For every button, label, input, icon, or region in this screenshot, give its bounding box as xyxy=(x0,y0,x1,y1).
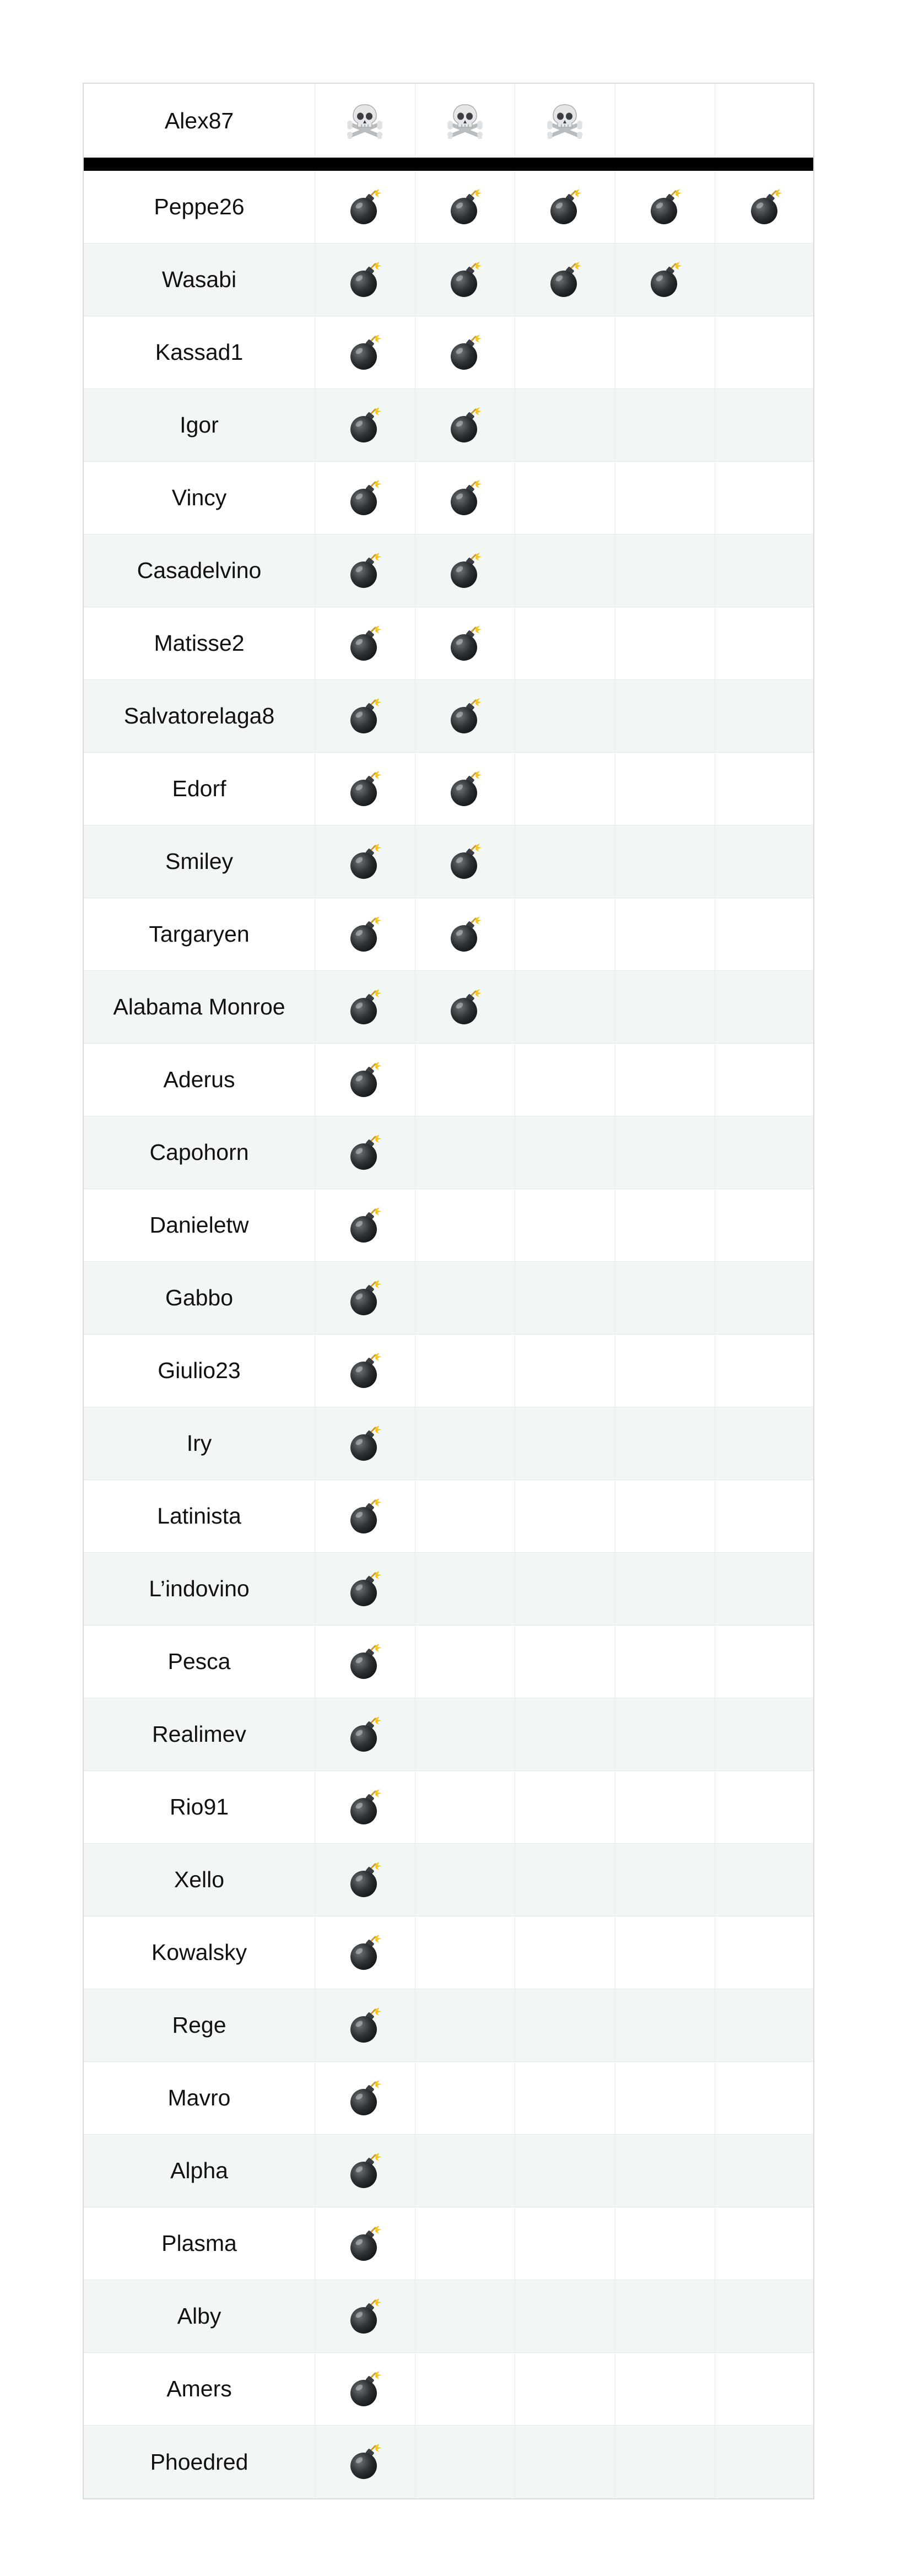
bomb-cell xyxy=(415,2207,516,2280)
player-row xyxy=(84,244,813,316)
bomb-icon xyxy=(347,2297,383,2336)
bomb-cell xyxy=(715,1335,815,1407)
bomb-cell xyxy=(615,171,716,243)
bomb-cell xyxy=(615,316,716,388)
bomb-icon xyxy=(347,697,383,736)
bomb-cell xyxy=(715,171,815,243)
player-name: Edorf xyxy=(84,753,315,825)
bomb-cell xyxy=(615,1116,716,1189)
bomb-cell xyxy=(715,1407,815,1479)
bomb-cell xyxy=(515,2062,615,2134)
player-name: L’indovino xyxy=(84,1553,315,1625)
bomb-cell xyxy=(415,2280,516,2352)
bomb-cell xyxy=(415,680,516,752)
bomb-cell xyxy=(515,1335,615,1407)
bomb-icon xyxy=(347,261,383,299)
bomb-cell xyxy=(315,244,415,316)
bomb-icon xyxy=(447,843,483,881)
player-row xyxy=(84,1335,813,1407)
player-row xyxy=(84,2135,813,2207)
bomb-cell xyxy=(515,316,615,388)
bomb-cell xyxy=(515,171,615,243)
player-name: Rio91 xyxy=(84,1771,315,1843)
bomb-cell xyxy=(315,971,415,1043)
player-row xyxy=(84,1771,813,1844)
bomb-icon xyxy=(647,188,683,226)
bomb-cell xyxy=(615,607,716,679)
skull-crossbones-icon xyxy=(446,102,484,139)
skull-crossbones-icon xyxy=(345,102,384,139)
bomb-cell xyxy=(415,1262,516,1334)
player-row xyxy=(84,1698,813,1771)
bomb-cell xyxy=(415,2135,516,2207)
bomb-cell xyxy=(715,2353,815,2425)
bomb-cell xyxy=(315,1844,415,1916)
player-name: Gabbo xyxy=(84,1262,315,1334)
player-name: Latinista xyxy=(84,1480,315,1552)
player-name: Alby xyxy=(84,2280,315,2352)
bomb-icon xyxy=(347,770,383,808)
bomb-cell xyxy=(615,753,716,825)
player-name: Rege xyxy=(84,1989,315,2061)
bomb-cell xyxy=(715,1989,815,2061)
player-row xyxy=(84,1044,813,1116)
bomb-cell xyxy=(715,534,815,607)
bomb-cell xyxy=(615,1771,716,1843)
leader-mark-cell-5 xyxy=(715,84,815,158)
bomb-cell xyxy=(415,1044,516,1116)
player-row xyxy=(84,1407,813,1480)
bomb-cell xyxy=(415,1335,516,1407)
bomb-cell xyxy=(715,244,815,316)
bomb-icon xyxy=(347,1861,383,1899)
bomb-icon xyxy=(347,2152,383,2190)
bomb-icon xyxy=(447,988,483,1027)
bomb-cell xyxy=(415,1189,516,1261)
bomb-cell xyxy=(715,898,815,970)
bomb-cell xyxy=(315,2280,415,2352)
bomb-cell xyxy=(415,316,516,388)
bomb-cell xyxy=(515,825,615,898)
bomb-cell xyxy=(615,1044,716,1116)
bomb-cell xyxy=(515,1262,615,1334)
bomb-cell xyxy=(615,462,716,534)
player-name: Danieletw xyxy=(84,1189,315,1261)
bomb-icon xyxy=(347,1643,383,1681)
bomb-cell xyxy=(315,2426,415,2498)
bomb-cell xyxy=(615,1989,716,2061)
bomb-cell xyxy=(615,898,716,970)
bomb-cell xyxy=(315,1698,415,1770)
bomb-icon xyxy=(747,188,783,226)
bomb-cell xyxy=(615,1335,716,1407)
bomb-cell xyxy=(315,753,415,825)
bomb-cell xyxy=(615,2207,716,2280)
bomb-cell xyxy=(415,1480,516,1552)
bomb-cell xyxy=(715,2280,815,2352)
bomb-cell xyxy=(515,607,615,679)
bomb-cell xyxy=(615,1480,716,1552)
bomb-cell xyxy=(415,2353,516,2425)
bomb-cell xyxy=(715,1698,815,1770)
bomb-cell xyxy=(415,1553,516,1625)
bomb-cell xyxy=(415,171,516,243)
bomb-cell xyxy=(315,1771,415,1843)
player-row xyxy=(84,2207,813,2280)
player-row xyxy=(84,1989,813,2062)
bomb-cell xyxy=(415,1989,516,2061)
bomb-cell xyxy=(515,1044,615,1116)
bomb-icon xyxy=(347,2443,383,2481)
bomb-icon xyxy=(447,697,483,736)
player-row xyxy=(84,680,813,753)
bomb-cell xyxy=(515,2426,615,2498)
bomb-cell xyxy=(615,680,716,752)
bomb-icon xyxy=(447,552,483,590)
player-name: Amers xyxy=(84,2353,315,2425)
player-name: Salvatorelaga8 xyxy=(84,680,315,752)
player-name: Kowalsky xyxy=(84,1916,315,1989)
player-name: Targaryen xyxy=(84,898,315,970)
bomb-cell xyxy=(715,825,815,898)
bomb-cell xyxy=(315,1480,415,1552)
skull-crossbones-icon xyxy=(545,102,584,139)
bomb-cell xyxy=(615,825,716,898)
leader-mark-cell-1 xyxy=(315,84,415,158)
player-row xyxy=(84,1553,813,1625)
bomb-icon xyxy=(347,1715,383,1754)
bomb-cell xyxy=(415,244,516,316)
player-name: Kassad1 xyxy=(84,316,315,388)
player-name: Smiley xyxy=(84,825,315,898)
bomb-icon xyxy=(447,406,483,445)
bomb-cell xyxy=(715,1771,815,1843)
bomb-cell xyxy=(715,2062,815,2134)
bomb-cell xyxy=(615,1553,716,1625)
player-name: Wasabi xyxy=(84,244,315,316)
player-name: Giulio23 xyxy=(84,1335,315,1407)
player-row xyxy=(84,753,813,825)
bomb-icon xyxy=(447,188,483,226)
bomb-cell xyxy=(315,534,415,607)
bomb-cell xyxy=(515,1771,615,1843)
bomb-cell xyxy=(515,1553,615,1625)
bomb-cell xyxy=(715,389,815,461)
bomb-cell xyxy=(715,1625,815,1698)
bomb-cell xyxy=(715,607,815,679)
bomb-cell xyxy=(715,1844,815,1916)
bomb-cell xyxy=(415,1916,516,1989)
bomb-cell xyxy=(415,1625,516,1698)
bomb-cell xyxy=(515,1189,615,1261)
player-row xyxy=(84,534,813,607)
bomb-icon xyxy=(347,406,383,445)
bomb-icon xyxy=(547,261,583,299)
bomb-cell xyxy=(415,462,516,534)
bomb-cell xyxy=(315,2207,415,2280)
bomb-icon xyxy=(347,2006,383,2045)
player-name: Capohorn xyxy=(84,1116,315,1189)
bomb-cell xyxy=(415,1116,516,1189)
bomb-icon xyxy=(347,624,383,663)
player-row xyxy=(84,1625,813,1698)
player-row xyxy=(84,825,813,898)
bomb-cell xyxy=(315,2135,415,2207)
bomb-cell xyxy=(715,971,815,1043)
bomb-cell xyxy=(315,898,415,970)
leader-mark-cell-2 xyxy=(415,84,516,158)
bomb-cell xyxy=(615,2062,716,2134)
bomb-cell xyxy=(515,2280,615,2352)
bomb-cell xyxy=(515,1407,615,1479)
bomb-cell xyxy=(715,2207,815,2280)
bomb-icon xyxy=(347,552,383,590)
bomb-cell xyxy=(615,244,716,316)
bomb-icon xyxy=(447,333,483,372)
bomb-cell xyxy=(615,2426,716,2498)
bomb-cell xyxy=(715,316,815,388)
player-row xyxy=(84,607,813,680)
bomb-icon xyxy=(347,479,383,517)
bomb-cell xyxy=(315,1116,415,1189)
bomb-cell xyxy=(315,607,415,679)
bomb-cell xyxy=(715,1553,815,1625)
player-name: Alabama Monroe xyxy=(84,971,315,1043)
bomb-cell xyxy=(515,1625,615,1698)
bomb-cell xyxy=(615,1698,716,1770)
bomb-cell xyxy=(715,1916,815,1989)
bomb-cell xyxy=(515,1698,615,1770)
bomb-cell xyxy=(315,1989,415,2061)
bomb-cell xyxy=(515,2353,615,2425)
bomb-cell xyxy=(415,389,516,461)
player-name: Matisse2 xyxy=(84,607,315,679)
player-name: Pesca xyxy=(84,1625,315,1698)
bomb-icon xyxy=(347,1570,383,1608)
leader-mark-cell-3 xyxy=(515,84,615,158)
bomb-icon xyxy=(647,261,683,299)
player-row xyxy=(84,1116,813,1189)
bomb-icon xyxy=(347,2079,383,2118)
bomb-icon xyxy=(447,624,483,663)
bomb-cell xyxy=(415,534,516,607)
leader-row xyxy=(84,84,813,158)
bomb-cell xyxy=(715,680,815,752)
bomb-cell xyxy=(515,534,615,607)
player-name: Vincy xyxy=(84,462,315,534)
player-row xyxy=(84,1480,813,1553)
bomb-cell xyxy=(515,244,615,316)
bomb-icon xyxy=(447,915,483,954)
bomb-cell xyxy=(315,1044,415,1116)
player-row xyxy=(84,2353,813,2426)
player-name: Alpha xyxy=(84,2135,315,2207)
bomb-cell xyxy=(715,1480,815,1552)
player-name: Peppe26 xyxy=(84,171,315,243)
bomb-cell xyxy=(415,1844,516,1916)
player-list xyxy=(84,171,813,2498)
bomb-icon xyxy=(347,333,383,372)
bomb-icon xyxy=(447,261,483,299)
bomb-cell xyxy=(615,2280,716,2352)
bomb-cell xyxy=(615,1407,716,1479)
bomb-cell xyxy=(615,1262,716,1334)
bomb-cell xyxy=(515,2135,615,2207)
player-row xyxy=(84,171,813,244)
bomb-icon xyxy=(347,1061,383,1099)
bomb-icon xyxy=(347,1788,383,1827)
bomb-cell xyxy=(415,607,516,679)
bomb-cell xyxy=(415,825,516,898)
bomb-cell xyxy=(615,1844,716,1916)
bomb-cell xyxy=(515,1116,615,1189)
player-row xyxy=(84,1916,813,1989)
leader-name: Alex87 xyxy=(84,84,315,158)
player-row xyxy=(84,971,813,1044)
player-row xyxy=(84,462,813,534)
player-row xyxy=(84,898,813,971)
bomb-cell xyxy=(415,1771,516,1843)
bomb-cell xyxy=(515,1989,615,2061)
bomb-cell xyxy=(315,1916,415,1989)
player-row xyxy=(84,2062,813,2135)
bomb-cell xyxy=(315,2353,415,2425)
player-name: Igor xyxy=(84,389,315,461)
bomb-cell xyxy=(615,2353,716,2425)
bomb-cell xyxy=(315,1335,415,1407)
player-name: Mavro xyxy=(84,2062,315,2134)
bomb-cell xyxy=(515,898,615,970)
bomb-cell xyxy=(415,1698,516,1770)
player-name: Plasma xyxy=(84,2207,315,2280)
bomb-cell xyxy=(515,462,615,534)
player-name: Xello xyxy=(84,1844,315,1916)
bomb-cell xyxy=(515,1844,615,1916)
bomb-cell xyxy=(315,1625,415,1698)
bomb-icon xyxy=(347,915,383,954)
player-name: Aderus xyxy=(84,1044,315,1116)
player-row xyxy=(84,1189,813,1262)
bomb-cell xyxy=(415,753,516,825)
bomb-cell xyxy=(315,1553,415,1625)
bomb-icon xyxy=(347,188,383,226)
player-name: Phoedred xyxy=(84,2426,315,2498)
player-row xyxy=(84,389,813,462)
bomb-icon xyxy=(547,188,583,226)
bomb-cell xyxy=(615,534,716,607)
bomb-icon xyxy=(347,1352,383,1390)
bomb-cell xyxy=(515,680,615,752)
bomb-cell xyxy=(715,2426,815,2498)
bomb-cell xyxy=(315,316,415,388)
bomb-cell xyxy=(615,1625,716,1698)
bomb-icon xyxy=(347,1497,383,1536)
bomb-cell xyxy=(315,462,415,534)
bomb-cell xyxy=(315,825,415,898)
bomb-cell xyxy=(615,1189,716,1261)
bomb-cell xyxy=(615,2135,716,2207)
bomb-cell xyxy=(515,971,615,1043)
bomb-icon xyxy=(347,2224,383,2263)
player-name: Casadelvino xyxy=(84,534,315,607)
bomb-cell xyxy=(315,171,415,243)
bomb-cell xyxy=(515,1916,615,1989)
bomb-cell xyxy=(415,2426,516,2498)
bomb-cell xyxy=(315,1189,415,1261)
leader-divider xyxy=(84,158,813,171)
player-row xyxy=(84,2280,813,2353)
bomb-cell xyxy=(615,1916,716,1989)
bomb-icon xyxy=(347,1424,383,1463)
bomb-icon xyxy=(347,1934,383,1972)
bomb-icon xyxy=(347,1279,383,1317)
bomb-cell xyxy=(615,971,716,1043)
bomb-cell xyxy=(715,462,815,534)
bomb-cell xyxy=(415,971,516,1043)
bomb-cell xyxy=(715,2135,815,2207)
bomb-cell xyxy=(415,1407,516,1479)
player-row xyxy=(84,316,813,389)
bomb-cell xyxy=(315,389,415,461)
bomb-cell xyxy=(615,389,716,461)
player-name: Realimev xyxy=(84,1698,315,1770)
bomb-cell xyxy=(415,898,516,970)
bomb-cell xyxy=(315,1407,415,1479)
bomb-cell xyxy=(515,389,615,461)
bomb-icon xyxy=(347,1206,383,1245)
bomb-cell xyxy=(715,1262,815,1334)
player-row xyxy=(84,1262,813,1335)
bomb-cell xyxy=(315,2062,415,2134)
bomb-cell xyxy=(715,1189,815,1261)
bomb-icon xyxy=(447,479,483,517)
bomb-cell xyxy=(715,753,815,825)
scoreboard-table xyxy=(83,83,814,2499)
bomb-icon xyxy=(347,1133,383,1172)
bomb-cell xyxy=(515,753,615,825)
bomb-cell xyxy=(715,1044,815,1116)
bomb-cell xyxy=(515,2207,615,2280)
bomb-icon xyxy=(347,988,383,1027)
bomb-cell xyxy=(315,680,415,752)
bomb-icon xyxy=(347,2370,383,2408)
player-row xyxy=(84,1844,813,1916)
bomb-icon xyxy=(347,843,383,881)
bomb-cell xyxy=(415,2062,516,2134)
player-name: Iry xyxy=(84,1407,315,1479)
bomb-cell xyxy=(715,1116,815,1189)
leader-mark-cell-4 xyxy=(615,84,716,158)
player-row xyxy=(84,2426,813,2498)
bomb-icon xyxy=(447,770,483,808)
bomb-cell xyxy=(315,1262,415,1334)
bomb-cell xyxy=(515,1480,615,1552)
